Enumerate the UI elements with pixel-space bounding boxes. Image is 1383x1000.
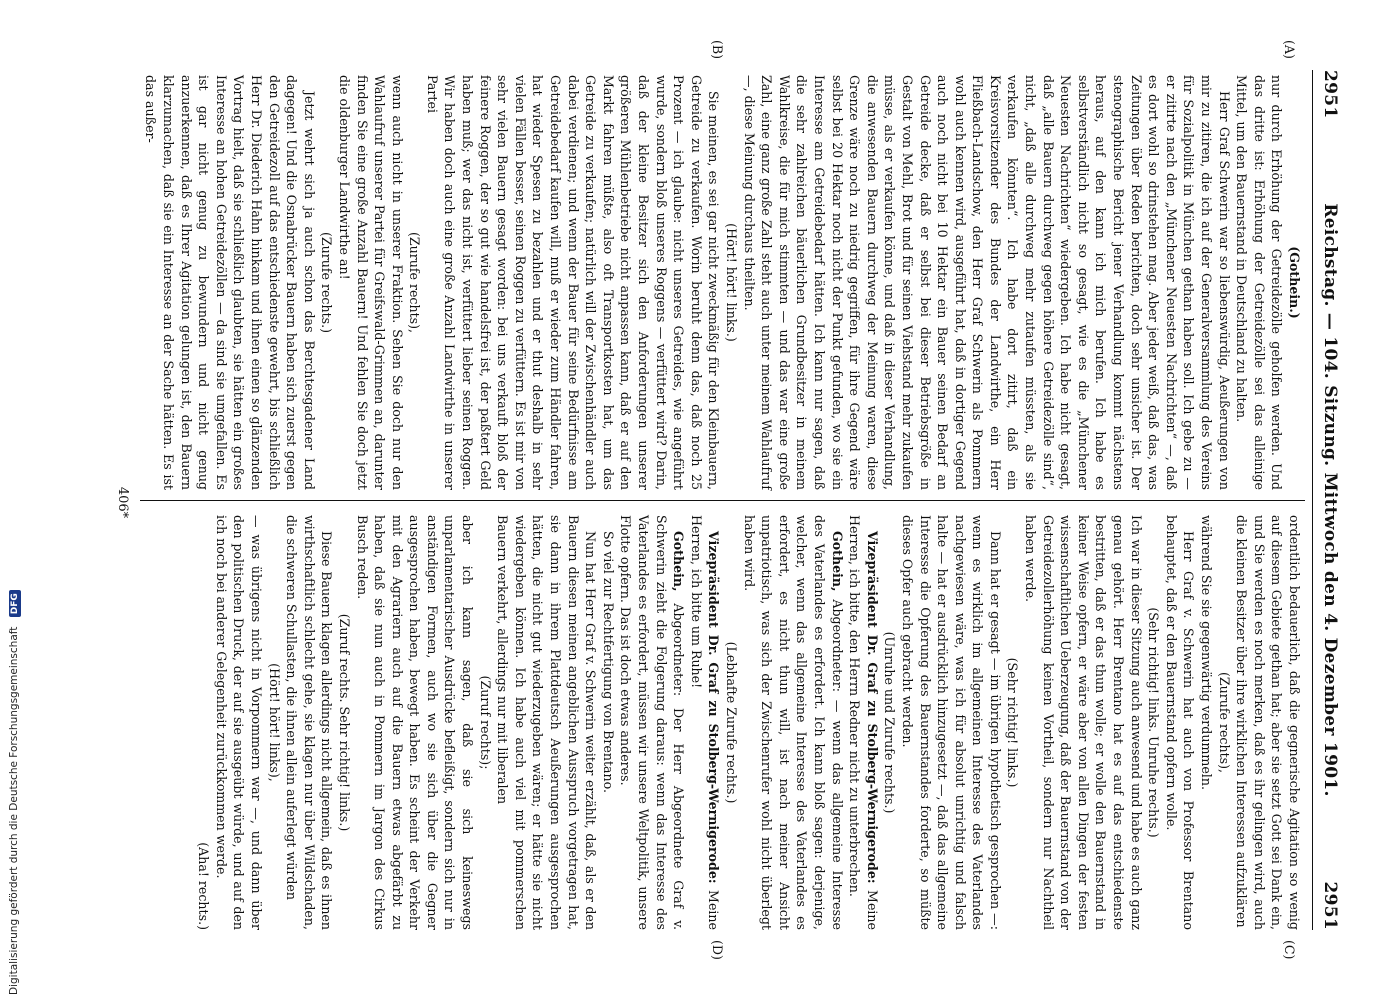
speaker-name: Gothein,	[829, 531, 845, 592]
paragraph	[1145, 515, 1163, 930]
paragraph	[846, 515, 881, 930]
paragraph-text: Sie meinen, es sei gar nicht zweckmäßig für den Kleinbauern, Getreide zu verkaufen. Worin beruht denn das, daß noch 25 Prozent — ich glaube: nicht unseres Getreides, wie angeführt wurde, sondern bloß unseres Roggens — verfüttert wird? Darin, daß der kleine Besitzer sich den Anforderungen unserer größeren Mühlenbetriebe nicht anpassen kann, daß er auf den Markt fahren müßte, also oft Transportkosten hat, um das Getreide zu verkaufen; natürlich will der Zwischenhändler auch dabei verdienen; und wenn der Bauer für seine Bedürfnisse am Getreidebedarf kaufen will, muß er wieder zum Händler fahren, hat wieder Spesen zu bezahlen und er thut deshalb in sehr vielen Fällen besser, seinen Roggen zu verfüttern. Es ist mir von sehr vielen Bauern gesagt worden: bei uns verkauft bloß der feinere Roggen, der so gut wie handelsfrei ist, der paßtert Geld haben muß; wer das nicht ist, verfüttert lieber seinen Roggen. Wir haben doch auch eine große Anzahl Landwirthe in unserer Partei	[424, 75, 722, 490]
rotated-page	[80, 30, 1345, 975]
paragraph-text: Abgeordneter: Der Herr Abgeordnete Graf v. Schwerin zieht die Folgerung daraus: wenn das Interesse des Vaterlandes es erfordert, müssen wir unsere Weltpolitik, unsere Flotte opfern. Das ist doch etwas anderes.	[618, 515, 687, 930]
paragraph-text: Abgeordneter: — wenn das allgemeine Interesse des Vaterlandes es erfordert. Ich kann bloß sagen: derjenige, welcher, wenn das allgemeine Interesse des Vaterlandes es erfordert, es nicht thun will, ist nach meiner Ansicht unpatriotisch, was sich der Zwischenrufer wohl nicht überlegt haben wird.	[741, 515, 845, 930]
paragraph	[335, 75, 405, 490]
paragraph-text: aber ich kann sagen, daß sie sich keineswegs unparlamentarischer Ausdrücke befleißigt, sondern sich nur in anständigen Formen, auch wo sie sich über die Gegner ausgesprochen haben, bewegt haben. Es scheint der Verkehr mit den Agrariern auch auf die Bauern etwas abgefärbt zu haben, daß sie nun auch in Pommern im Jargon des Cirkus Busch reden.	[354, 515, 476, 930]
paragraph	[1233, 515, 1303, 930]
paragraph	[1285, 75, 1303, 490]
paragraph	[423, 75, 722, 490]
paragraph	[195, 515, 213, 930]
paragraph	[283, 515, 336, 930]
paragraph	[265, 515, 283, 930]
paragraph	[740, 75, 1233, 490]
paragraph-text: (Zurufe rechts),	[1216, 671, 1232, 774]
header-page-number-right: 2951	[1320, 881, 1340, 930]
paragraph	[212, 515, 265, 930]
paragraph-text: während Sie sie gegenwärtig verdummeln.	[1199, 515, 1215, 790]
paragraph	[722, 515, 740, 930]
paragraph	[617, 515, 687, 930]
paragraph-text: (Hört! hört! links.)	[724, 223, 739, 342]
paragraph-text: Meine Herren, ich bitte um Ruhe!	[688, 515, 722, 930]
speaker-name: Gothein,	[671, 531, 687, 592]
header-page-number-left: 2951	[1320, 70, 1340, 119]
paragraph	[353, 515, 476, 930]
header-rule	[1312, 70, 1313, 930]
paragraph-text: Herr Graf v. Schwerin hat auch von Professor Brentano behauptet, daß er den Bauernstand opfern wolle.	[1163, 515, 1197, 930]
paragraph	[1215, 515, 1233, 930]
speaker-name: Vizepräsident Dr. Graf zu Stolberg-Wernigerode:	[706, 531, 722, 884]
paragraph	[1162, 515, 1197, 930]
paragraph-text: — was übrigens nicht in Vorpommern war —, und dann über den politischen Druck, der auf sie ausgeübt würde, und auf den ich noch bei anderer Gelegenheit zurückkommen werde.	[213, 515, 264, 930]
paragraph	[1004, 515, 1022, 930]
speaker-name: (Gothein.)	[1287, 246, 1302, 319]
paragraph	[1233, 75, 1286, 490]
paragraph	[476, 515, 494, 930]
paragraph-text: Meine Herren, ich bitte, den Herrn Redner nicht zu unterbrechen.	[847, 515, 880, 930]
paragraph-text: Diese Bauern klagen allerdings nicht allgemein, daß es ihnen wirthschaftlich schlecht gehe, sie klagen nur über Wildschaden, die schweren Schullasten, die ihnen allein auferlegt würden	[284, 515, 335, 930]
paragraph-text: Herr Graf Schwerin war so liebenswürdig, Aeußerungen von mir zu zitiren, die ich auf der Generalversammlung des Vereins für Sozialpolitik in München gethan haben soll. Ich gebe zu — er zitirte nach den „Münchener Neuesten Nachrichten“ —, daß es dort wohl so drinstehen mag. Aber jeder weiß, daß das, was Zeitungen über Reden berichten, doch sehr unsicher ist. Der stenographische Bericht jener Verhandlung kommt nächstens heraus, auf den kann ich mich berufen. Ich habe es selbstverständlich nicht so gesagt, wie es die „Münchener Neuesten Nachrichten“ wiedergeben. Ich habe nicht gesagt, daß „alle Bauern durchweg gegen höhere Getreidezölle sind“, nicht, „daß alle durchweg mehr zutaufen müssten, als sie verkaufen könnten“. Ich habe dort zitirt, daß ein Kreisvorsitzender des Bundes der Landwirthe, ein Herr Fließbach-Landschow, den Herr Graf Schwerin als Pommern wohl auch kennen wird, ausgeführt hat, daß in dortiger Gegend auch noch nicht bei 10 Hektar ein Bauer seinen Bedarf an Getreide decke, daß er selbst bei dieser Betriebsgröße in Gestalt von Mehl, Brot und für seinen Viehstand mehr zukaufen müsse, als er verkaufen könne, und daß in dieser Verhandlung, die anwesenden Bauern durchweg der Meinung waren, diese Grenze wäre noch zu niedrig gegriffen, für ihre Gegend wäre selbst bei 20 Hektar noch nicht der Punkt gefunden, wo sie ein Interesse am Getreidebedarf hätten. Ich kann nur sagen, daß die sehr zahlreichen bäuerlichen Grundbesitzer in meinem Wahlkreise, die für mich stimmten — und das war eine große Zahl, eine ganz große Zahl steht auch unter meinem Wahlaufruf —, diese Meinung durchaus theilten.	[741, 75, 1232, 490]
right-column	[195, 515, 1303, 930]
digitization-footer	[8, 590, 21, 995]
paragraph	[335, 515, 353, 930]
paragraph	[881, 515, 899, 930]
header-title: Reichstag. — 104. Sitzung. Mittwoch den 4. Dezember 1901.	[1320, 203, 1340, 797]
digitization-footer-text: Digitalisierung gefördert durch die Deutsche Forschungsgemeinschaft	[8, 626, 20, 995]
paragraph	[722, 75, 740, 490]
paragraph	[898, 515, 1004, 930]
paragraph-text: Nun hat Herr Graf v. Schwerin weiter erzählt, daß, als er den Bauern diesen meinen angeblichen Ausspruch vorgetragen hat, sie dann in ihrem Plattdeutsch Aeußerungen ausgesprochen hätten, die nicht gut wiederzugeben wären; er hätte sie nicht wiedergeben können. Ich habe auch viel mit pommerschen Bauern verkehrt, allerdings nur mit liberalen	[495, 515, 599, 930]
paragraph	[1022, 515, 1145, 930]
margin-mark-c: (C)	[1282, 940, 1297, 960]
column-divider	[140, 500, 1305, 501]
margin-mark-b: (B)	[710, 40, 725, 60]
paragraph-text: Jetzt wehrt sich ja auch schon das Berchtesgadener Land dagegen! Und die Osnabrücker Bauern haben sich zuerst gegen den Getreidezoll auf das entschiedenste gewehrt, bis schließlich Herr Dr. Diederich Hahn hinkam und ihnen einen so glänzenden Vortrag hielt, daß sie schließlich glaubten, sie hätten ein großes Interesse an hohen Getreidezöllen — da sind sie umgefallen. Es ist gar nicht genug zu bewundern und nicht genug anzuerkennen, daß es Ihrer Agitation gelungen ist, den Bauern klarzumachen, daß sie ein Interesse an der Sache hätten. Es ist das außer-	[143, 75, 317, 490]
paragraph	[494, 515, 600, 930]
speaker-name: Vizepräsident Dr. Graf zu Stolberg-Wernigerode:	[864, 531, 880, 884]
paragraph	[406, 75, 424, 490]
paragraph-text: Dann hat er gesagt — im übrigen hypothetisch gesprochen —: wenn es wirklich im allgemeinen Interesse des Vaterlandes nachgewiesen wäre, was ich für absolut unrichtig und falsch halte — hat er ausdrücklich hinzugesetzt —, daß das allgemeine Interesse die Opferung des Bauernstandes forderte, so müßte dieses Opfer auch gebracht werden.	[899, 515, 1003, 930]
paragraph-text: (Hört! hört! links),	[266, 663, 282, 782]
paragraph-text: So viel zur Rechtfertigung von Brentano.	[600, 531, 616, 794]
paragraph	[1197, 515, 1215, 930]
paragraph-text: (Lebhafte Zurufe rechts.)	[724, 641, 739, 804]
paragraph-text: (Sehr richtig! links.)	[1005, 657, 1021, 788]
margin-mark-a: (A)	[1282, 40, 1297, 59]
paragraph	[740, 515, 846, 930]
paragraph	[599, 515, 617, 930]
paragraph-text: ordentlich bedauerlich, daß die gegnerische Agitation so wenig auf diesem Gebiete gethan hat; aber sie setzt Gott sei Dank ein, und Sie werden es noch merken, daß es ihr gelingen wird, auch die kleinen Besitzer über ihre wirklichen Interessen aufzuklären	[1234, 515, 1302, 930]
paragraph-text: nur durch Erhöhung der Getreidezölle geholfen werden. Und das dritte ist: Erhöhung der Getreidezölle sei das alleinige Mittel, um den Bauernstand in Deutschland zu halten.	[1234, 75, 1285, 490]
page-header	[1316, 70, 1340, 930]
paragraph-text: (Zurufe rechts.)	[319, 231, 335, 334]
paragraph	[142, 75, 318, 490]
paragraph-text: (Sehr richtig! links. Unruhe rechts.)	[1146, 607, 1162, 838]
margin-mark-d: (D)	[710, 940, 725, 960]
page-footer-number: 406*	[115, 486, 130, 519]
paragraph-text: (Aha! rechts.)	[196, 842, 212, 930]
paragraph-text: Ich war in dieser Sitzung auch anwesend und habe es auch ganz genau gehört. Herr Brentano hat es auf das entschiedenste bestritten, daß er das thun wolle; er wolle den Bauernstand in keiner Weise opfern, er wäre aber von allen Dingen der festen wissenschaftlichen Ueberzeugung, daß der Bauernstand von der Getreidezollerhöhung keinen Vortheil, sondern nur Nachtheil haben werde.	[1023, 515, 1144, 930]
paragraph-text: (Unruhe und Zurufe rechts.)	[882, 631, 898, 814]
left-column	[142, 75, 1303, 490]
paragraph-text: wenn auch nicht in unserer Fraktion. Sehen Sie doch nur den Wahlaufruf unserer Partei für Greifswald-Grimmen an, darunter finden Sie eine große Anzahl Bauern! Und fehlen Sie doch jetzt die oldenburger Landwirthe an!	[336, 75, 405, 490]
paragraph-text: (Zuruf rechts. Sehr richtig! links.)	[336, 613, 352, 832]
paragraph	[687, 515, 722, 930]
paragraph-text: (Zurufe rechts),	[407, 231, 423, 334]
dfg-logo: DFG	[9, 590, 21, 617]
paragraph	[318, 75, 336, 490]
paragraph-text: (Zuruf rechts);	[477, 675, 493, 770]
